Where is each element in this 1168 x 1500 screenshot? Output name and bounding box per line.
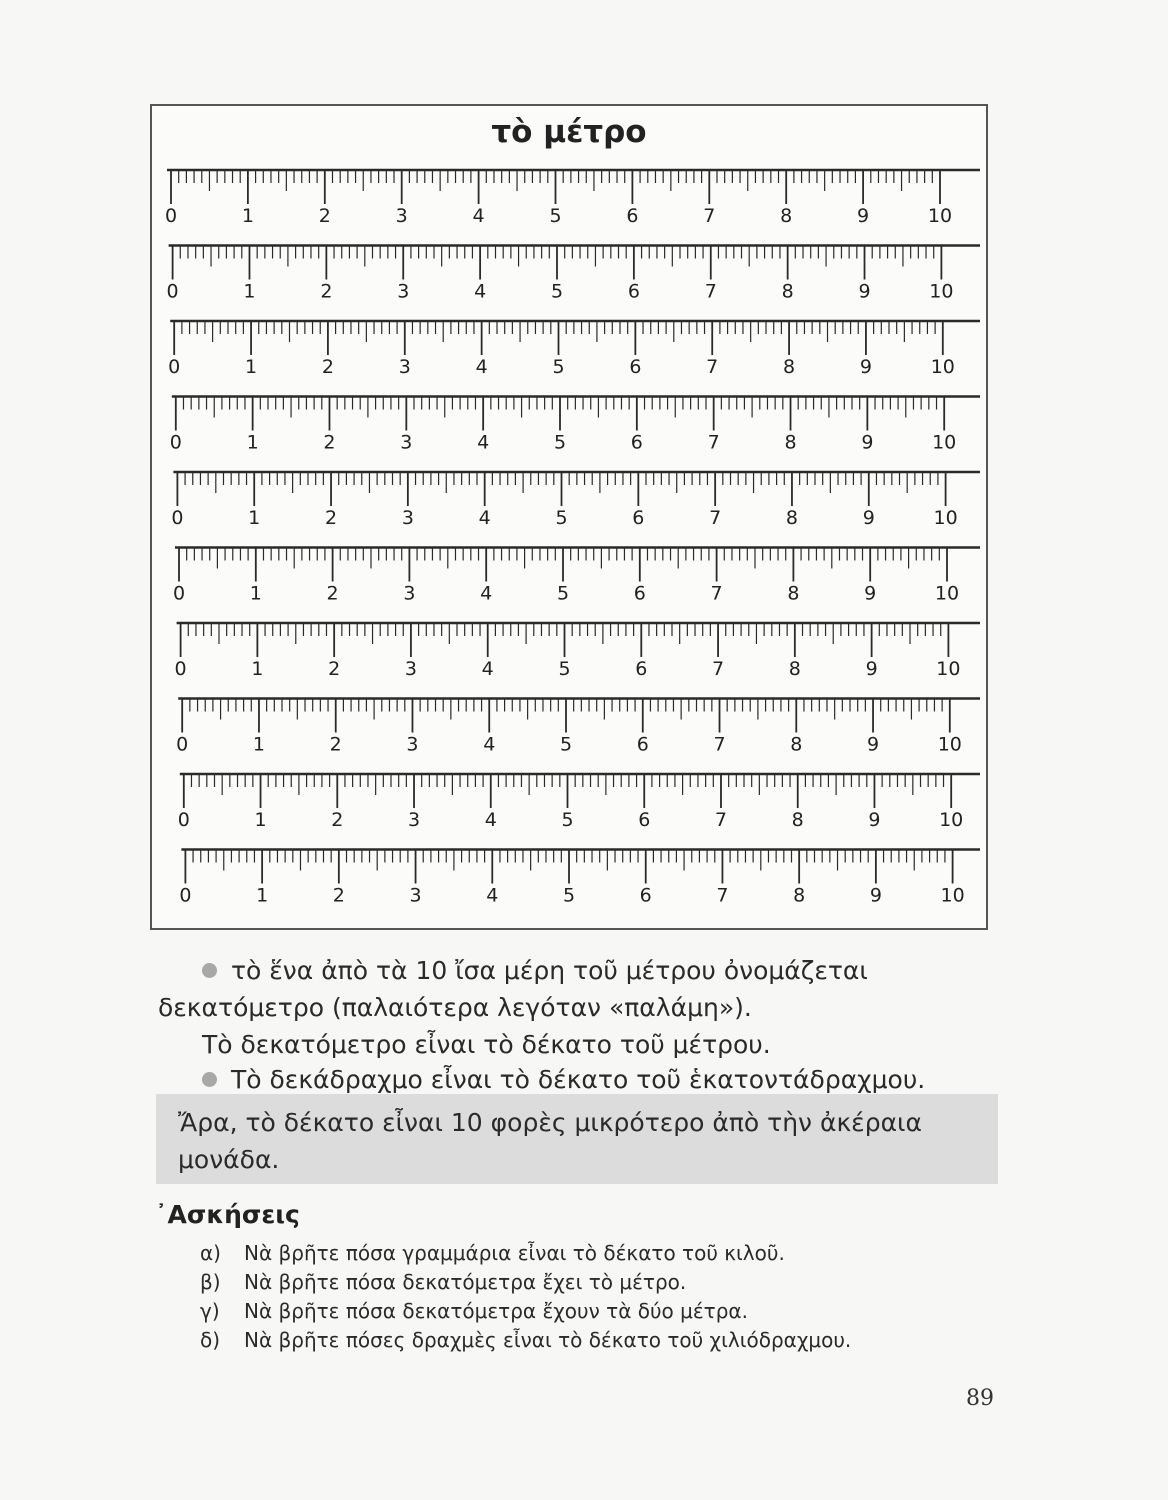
ruler-number: 7 [704,280,717,303]
ruler-number: 7 [714,809,728,831]
exercise-text: Νὰ βρῆτε πόσα δεκατόμετρα ἔχει τὸ μέτρο. [244,1270,687,1294]
ruler-number: 9 [861,431,874,454]
ruler-number: 5 [559,733,573,756]
ruler-number: 9 [864,582,877,605]
ruler-number: 5 [561,809,574,831]
ruler-number: 0 [177,809,190,831]
ruler-number: 10 [939,809,964,831]
ruler-number: 10 [927,205,953,227]
ruler-number: 3 [407,809,421,831]
statement-drachma-text: Τὸ δεκάδραχμο εἶναι τὸ δέκατο τοῦ ἑκατοντάδραχμου. [231,1065,926,1094]
ruler-number: 8 [791,809,804,831]
ruler [179,850,980,907]
ruler-number: 9 [857,205,870,227]
exercise-text: Νὰ βρῆτε πόσα γραμμάρια εἶναι τὸ δέκατο τοῦ κιλοῦ. [244,1241,785,1265]
ruler [168,321,980,378]
ruler-number: 7 [712,658,725,680]
ruler-number: 6 [630,431,643,454]
exercise-item [200,1268,851,1297]
ruler-number: 4 [478,507,491,529]
ruler [171,472,980,529]
ruler-number: 10 [933,507,958,529]
ruler-number: 8 [790,733,803,756]
ruler-number: 8 [788,658,801,680]
ruler-number: 7 [706,356,719,378]
ruler-number: 4 [475,356,488,378]
exercise-letter: γ) [200,1299,220,1323]
ruler-number: 7 [716,884,729,907]
ruler-number: 1 [241,205,254,227]
exercise-text: Νὰ βρῆτε πόσα δεκατόμετρα ἔχουν τὰ δύο μέτρα. [244,1299,748,1323]
ruler-number: 9 [866,733,880,756]
ruler-number: 0 [169,431,182,454]
bullet-dot-icon [202,1072,217,1087]
ruler-number: 2 [318,205,331,227]
ruler-number: 8 [785,507,799,529]
figure-title: τὸ μέτρο [491,114,647,150]
ruler-number: 3 [404,658,417,680]
definition-paragraph [158,952,1008,1026]
ruler [167,246,980,303]
ruler-number: 3 [401,507,414,529]
ruler-number: 0 [174,658,187,680]
ruler-number: 3 [406,733,419,756]
ruler-number: 10 [934,582,960,605]
ruler-number: 9 [869,884,882,907]
ruler-number: 1 [256,884,269,907]
ruler-number: 1 [252,733,266,756]
ruler [165,170,980,227]
ruler-number: 7 [709,507,722,529]
ruler-number: 2 [324,507,338,529]
ruler-number: 4 [472,205,485,227]
ruler-number: 10 [940,884,965,907]
ruler-number: 4 [486,884,499,907]
ruler-number: 4 [474,280,487,303]
ruler-number: 2 [332,884,345,907]
ruler-number: 2 [320,280,333,303]
ruler-number: 5 [562,884,576,907]
ruler-number: 0 [166,280,179,303]
summary-box [156,1094,998,1184]
ruler-number: 2 [331,809,344,831]
ruler-number: 1 [248,507,261,529]
ruler-number: 3 [397,280,410,303]
page-number: 89 [966,1386,994,1411]
ruler-number: 7 [713,733,726,756]
exercise-item [200,1297,851,1326]
ruler-number: 2 [323,431,336,454]
ruler [170,397,980,454]
bullet-dot-icon [202,963,217,978]
rulers-graphic [152,106,986,928]
ruler-number: 5 [555,507,568,529]
ruler-number: 9 [868,809,881,831]
ruler-number: 5 [558,658,571,680]
ruler-number: 6 [632,507,645,529]
ruler-number: 3 [403,582,416,605]
ruler-number: 0 [164,205,178,227]
ruler-number: 8 [787,582,800,605]
ruler [175,623,980,680]
ruler-number: 5 [552,356,565,378]
ruler-number: 5 [556,582,570,605]
exercises-heading: ᾿Ασκήσεις [155,1200,300,1229]
exercise-list [200,1239,851,1355]
ruler-number: 1 [245,356,258,378]
ruler-number: 0 [171,507,184,529]
ruler-number: 0 [168,356,181,378]
ruler-number: 6 [635,658,648,680]
ruler-number: 10 [929,280,954,303]
ruler-number: 0 [176,733,189,756]
exercise-item [200,1239,851,1268]
ruler-number: 1 [254,809,267,831]
ruler-number: 8 [783,356,796,378]
ruler-number: 8 [781,280,794,303]
exercise-item [200,1326,851,1355]
ruler-number: 8 [780,205,793,227]
ruler-number: 6 [636,733,649,756]
ruler-number: 7 [707,431,720,454]
ruler-number: 6 [627,280,640,303]
ruler-number: 5 [553,431,567,454]
statement-drachma [202,1061,1052,1098]
ruler-number: 2 [329,733,342,756]
ruler-number: 3 [395,205,408,227]
ruler-number: 9 [865,658,878,680]
ruler-number: 3 [409,884,422,907]
ruler-number: 2 [328,658,341,680]
ruler-number: 4 [484,809,497,831]
ruler-number: 6 [633,582,646,605]
ruler-number: 10 [930,356,955,378]
summary-text: Ἄρα, τὸ δέκατο εἶναι 10 φορὲς μικρότερο ἀπὸ τὴν ἀκέραια μονάδα. [178,1108,922,1174]
ruler-number: 4 [480,582,493,605]
ruler-number: 0 [179,884,192,907]
ruler-number: 1 [251,658,264,680]
ruler [178,774,980,831]
ruler-number: 7 [703,205,716,227]
ruler-number: 5 [549,205,562,227]
statement-decimeter: Τὸ δεκατόμετρο εἶναι τὸ δέκατο τοῦ μέτρου. [202,1030,771,1059]
ruler-number: 6 [638,809,651,831]
ruler-number: 4 [481,658,494,680]
ruler-number: 6 [629,356,642,378]
ruler-number: 1 [246,431,259,454]
ruler-number: 7 [710,582,723,605]
ruler-number: 6 [639,884,652,907]
ruler-number: 2 [321,356,334,378]
ruler-number: 6 [626,205,639,227]
ruler-number: 1 [243,280,256,303]
ruler-number: 3 [400,431,413,454]
ruler-number: 0 [172,582,186,605]
ruler-number: 5 [550,280,564,303]
ruler-number: 10 [936,658,961,680]
ruler-number: 2 [326,582,339,605]
ruler [173,548,980,605]
ruler-number: 8 [793,884,806,907]
ruler-number: 9 [862,507,875,529]
ruler-number: 10 [937,733,962,756]
definition-text: τὸ ἕνα ἀπὸ τὰ 10 ἴσα μέρη τοῦ μέτρου ὀνομάζεται δεκατόμετρο (παλαιότερα λεγόταν «παλάμη»). [158,956,868,1022]
ruler-number: 4 [477,431,490,454]
ruler-number: 9 [858,280,871,303]
ruler-number: 3 [398,356,411,378]
ruler-number: 8 [784,431,797,454]
exercise-letter: α) [200,1241,221,1265]
ruler-number: 4 [483,733,496,756]
ruler-number: 1 [249,582,262,605]
exercise-letter: β) [200,1270,221,1294]
ruler-number: 9 [859,356,872,378]
ruler [176,699,980,756]
ruler-number: 10 [932,431,957,454]
meter-figure [150,104,988,930]
exercise-text: Νὰ βρῆτε πόσες δραχμὲς εἶναι τὸ δέκατο τοῦ χιλιόδραχμου. [244,1328,852,1352]
exercise-letter: δ) [200,1328,221,1352]
